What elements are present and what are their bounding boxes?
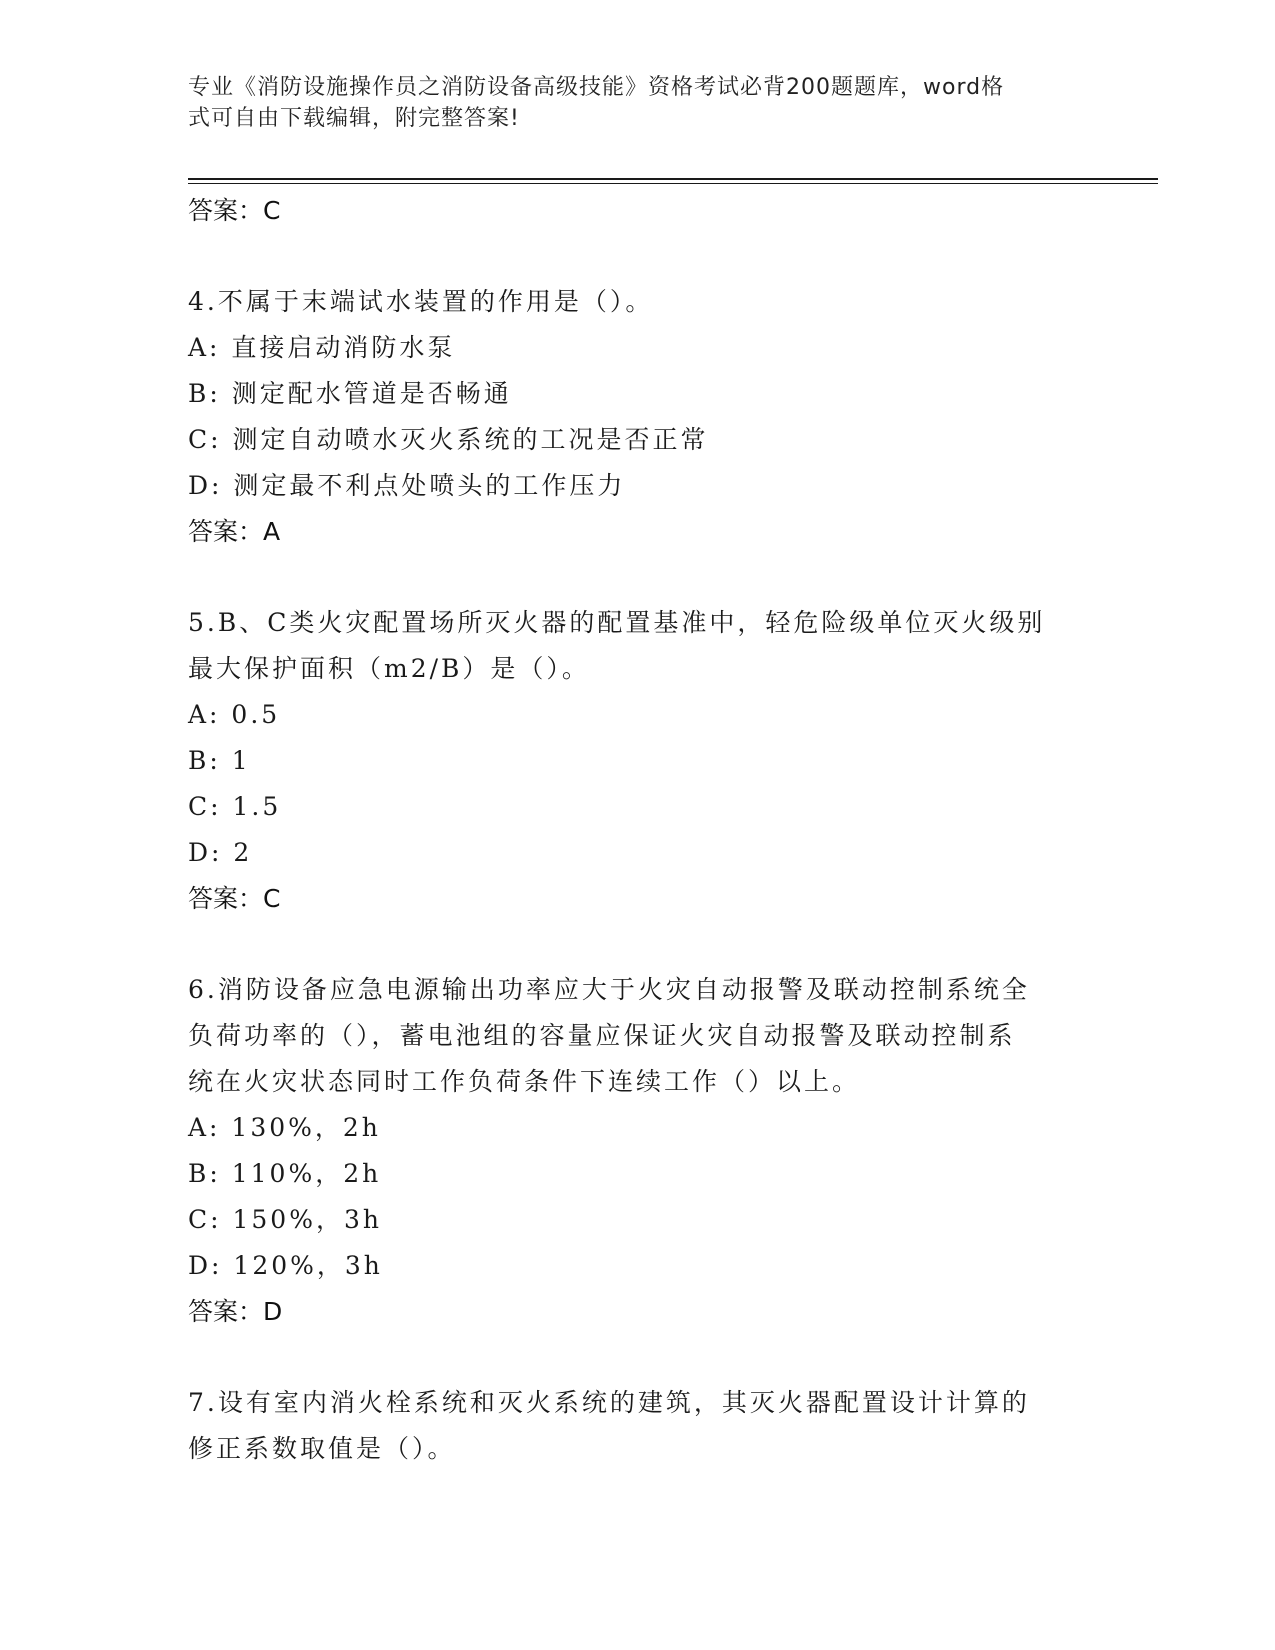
- question-block-6: [188, 967, 1088, 1335]
- question-block-4: [188, 279, 1088, 555]
- option-d: D: 120%，3h: [188, 1251, 383, 1280]
- question-stem-7-line-2: 修正系数取值是（）。: [188, 1434, 456, 1463]
- option-c: C: 1.5: [188, 792, 282, 821]
- option-a: A: 130%，2h: [188, 1113, 381, 1142]
- question-stem-5-line-2: 最大保护面积（m2/B）是（）。: [188, 654, 590, 683]
- question-stem-7-line-1: 7.设有室内消火栓系统和灭火系统的建筑，其灭火器配置设计计算的: [188, 1388, 1030, 1417]
- answer-q5: 答案：C: [188, 884, 281, 913]
- answer-q4: 答案：A: [188, 517, 281, 546]
- question-stem-6-line-3: 统在火灾状态同时工作负荷条件下连续工作（）以上。: [188, 1067, 861, 1096]
- spacer: [188, 922, 1088, 967]
- header-line-1: 专业《消防设施操作员之消防设备高级技能》资格考试必背200题题库，word格: [188, 75, 1005, 100]
- question-stem-6-line-2: 负荷功率的（），蓄电池组的容量应保证火灾自动报警及联动控制系: [188, 1021, 1016, 1050]
- option-d: D: 测定最不利点处喷头的工作压力: [188, 471, 626, 500]
- option-b: B: 110%，2h: [188, 1159, 382, 1188]
- header-rule-thick: [188, 178, 1158, 180]
- option-a: A: 直接启动消防水泵: [188, 333, 456, 362]
- question-block-7: [188, 1380, 1088, 1472]
- option-d: D: 2: [188, 838, 253, 867]
- answer-q6: 答案：D: [188, 1297, 283, 1326]
- header-line-2: 式可自由下载编辑，附完整答案!: [188, 106, 520, 131]
- spacer: [188, 555, 1088, 600]
- question-stem-4: 4.不属于末端试水装置的作用是（）。: [188, 287, 654, 316]
- option-c: C: 测定自动喷水灭火系统的工况是否正常: [188, 425, 709, 454]
- option-b: B: 测定配水管道是否畅通: [188, 379, 512, 408]
- answer-q3: 答案：C: [188, 196, 281, 225]
- option-a: A: 0.5: [188, 700, 281, 729]
- question-stem-6-line-1: 6.消防设备应急电源输出功率应大于火灾自动报警及联动控制系统全: [188, 975, 1030, 1004]
- option-c: C: 150%，3h: [188, 1205, 382, 1234]
- option-b: B: 1: [188, 746, 251, 775]
- question-block-5: [188, 600, 1088, 922]
- header-rule-thin: [188, 183, 1158, 184]
- page-header: [188, 72, 1068, 134]
- question-stem-5-line-1: 5.B、C类火灾配置场所灭火器的配置基准中，轻危险级单位灭火级别: [188, 608, 1046, 637]
- spacer: [188, 234, 1088, 279]
- document-body: [188, 188, 1088, 1472]
- spacer: [188, 1335, 1088, 1380]
